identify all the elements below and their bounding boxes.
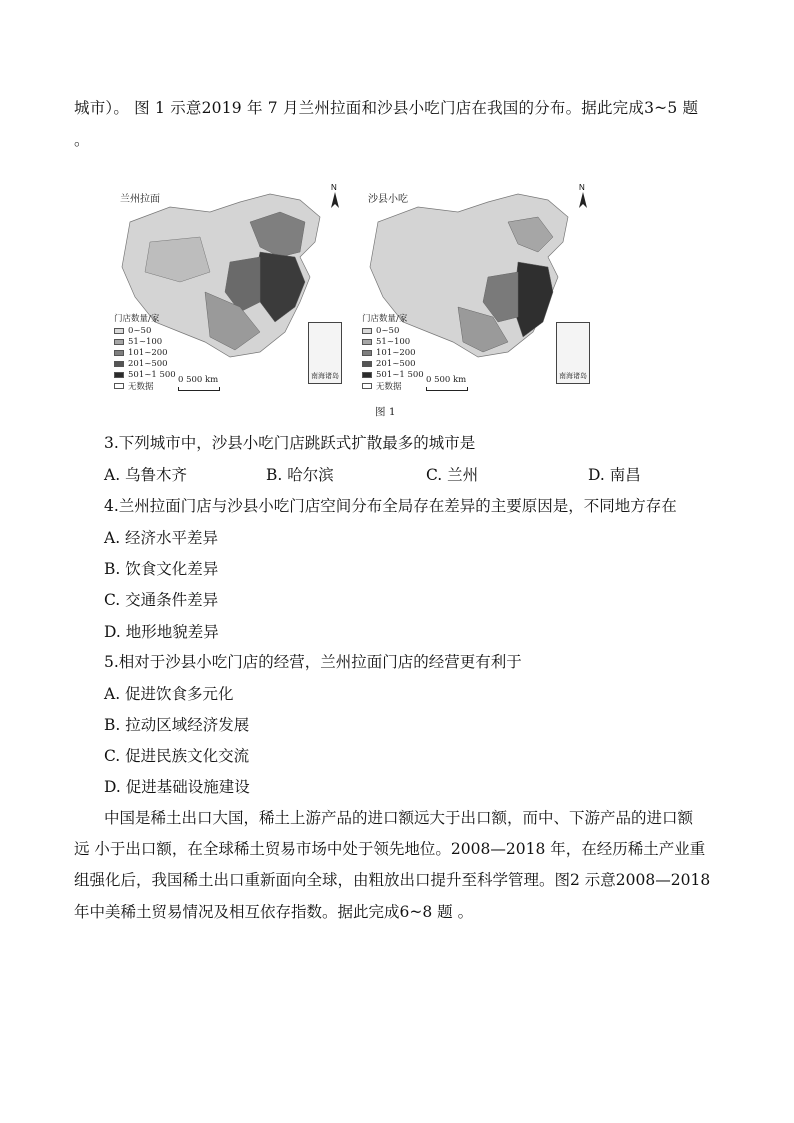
legend-row: 201~500 bbox=[114, 358, 176, 369]
map-scale-lanzhou: 0 500 km bbox=[178, 375, 218, 385]
question-5-option-c[interactable]: C. 促进民族文化交流 bbox=[104, 747, 250, 765]
map-legend-shaxian bbox=[362, 312, 424, 391]
question-4-option-c[interactable]: C. 交通条件差异 bbox=[104, 591, 219, 609]
north-arrow-icon bbox=[576, 182, 590, 212]
question-3-option-a[interactable]: A. 乌鲁木齐 bbox=[104, 466, 188, 484]
legend-row: 501~1 500 bbox=[114, 369, 176, 380]
map-title-shaxian: 沙县小吃 bbox=[368, 194, 408, 205]
figure-caption: 图 1 bbox=[375, 406, 396, 418]
legend-title: 门店数量/家 bbox=[114, 314, 160, 324]
legend-row: 51~100 bbox=[114, 336, 176, 347]
svg-text:N: N bbox=[579, 183, 585, 192]
map-panel-lanzhou bbox=[110, 182, 350, 397]
question-4-stem: 4.兰州拉面门店与沙县小吃门店空间分布全局存在差异的主要原因是，不同地方存在 bbox=[104, 497, 677, 515]
question-4-option-a[interactable]: A. 经济水平差异 bbox=[104, 529, 219, 547]
south-china-sea-inset: 南海诸岛 bbox=[556, 322, 590, 384]
legend-row: 51~100 bbox=[362, 336, 424, 347]
intro-line-2: 。 bbox=[74, 131, 90, 149]
legend-row: 无数据 bbox=[362, 380, 424, 391]
south-china-sea-inset: 南海诸岛 bbox=[308, 322, 342, 384]
legend-row: 无数据 bbox=[114, 380, 176, 391]
map-title-lanzhou: 兰州拉面 bbox=[120, 194, 160, 205]
question-5-option-d[interactable]: D. 促进基础设施建设 bbox=[104, 778, 250, 796]
map-legend-lanzhou bbox=[114, 312, 176, 391]
question-5-option-b[interactable]: B. 拉动区域经济发展 bbox=[104, 716, 250, 734]
legend-row: 501~1 500 bbox=[362, 369, 424, 380]
map-panel-shaxian bbox=[358, 182, 598, 397]
question-3-option-b[interactable]: B. 哈尔滨 bbox=[266, 466, 334, 484]
question-3-option-d[interactable]: D. 南昌 bbox=[588, 466, 641, 484]
legend-row: 0~50 bbox=[362, 325, 424, 336]
question-5-option-a[interactable]: A. 促进饮食多元化 bbox=[104, 685, 234, 703]
figure-1 bbox=[110, 182, 610, 397]
question-4-option-b[interactable]: B. 饮食文化差异 bbox=[104, 560, 219, 578]
legend-row: 101~200 bbox=[114, 347, 176, 358]
legend-title: 门店数量/家 bbox=[362, 314, 408, 324]
svg-text:N: N bbox=[331, 183, 337, 192]
paragraph-line-2: 远 小于出口额，在全球稀土贸易市场中处于领先地位。2008—2018 年，在经历稀土产业重 bbox=[74, 840, 706, 858]
paragraph-line-1: 中国是稀土出口大国，稀土上游产品的进口额远大于出口额，而中、下游产品的进口额 bbox=[104, 809, 694, 827]
question-5-stem: 5.相对于沙县小吃门店的经营，兰州拉面门店的经营更有利于 bbox=[104, 653, 522, 671]
question-3-option-c[interactable]: C. 兰州 bbox=[426, 466, 479, 484]
legend-row: 0~50 bbox=[114, 325, 176, 336]
north-arrow-icon bbox=[328, 182, 342, 212]
intro-line-1: 城市）。 图 1 示意2019 年 7 月兰州拉面和沙县小吃门店在我国的分布。据此完成3~5 题 bbox=[74, 99, 699, 117]
question-3-stem: 3.下列城市中，沙县小吃门店跳跃式扩散最多的城市是 bbox=[104, 434, 476, 452]
map-scale-shaxian: 0 500 km bbox=[426, 375, 466, 385]
paragraph-line-4: 年中美稀土贸易情况及相互依存指数。据此完成6~8 题 。 bbox=[74, 903, 474, 921]
question-4-option-d[interactable]: D. 地形地貌差异 bbox=[104, 623, 219, 641]
legend-row: 201~500 bbox=[362, 358, 424, 369]
legend-row: 101~200 bbox=[362, 347, 424, 358]
paragraph-line-3: 组强化后，我国稀土出口重新面向全球，由粗放出口提升至科学管理。图2 示意2008—2018 bbox=[74, 871, 711, 889]
